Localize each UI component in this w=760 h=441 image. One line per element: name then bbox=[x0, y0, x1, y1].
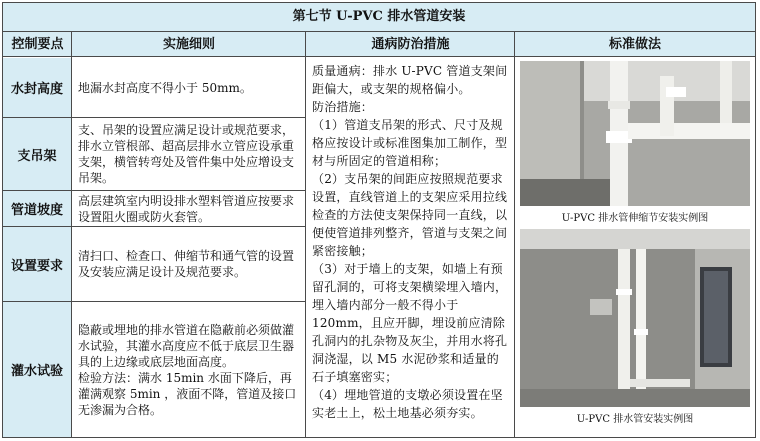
row-detail-supports: 支、吊架的设置应满足设计或规范要求，排水立管根部、超高层排水立管应设承重支架，横管转弯处及管件集中处应增设支吊架。 bbox=[78, 123, 295, 185]
measures-text: 质量通病：排水 U-PVC 管道支架间距偏大，或支架的规格偏小。 防治措施： （1）管道支吊架的形式、尺寸及规格应按设计或标准图集加工制作，型材与所固定的管道相称； （2）支吊架的间距应按照规范要求设置，直线管道上的支架应采用拉线检查的方法使支架保持同一直线，以便使管道排列整齐，管道与支架之间紧密接触； （3）对于墙上的支架，如墙上有预留孔洞的，可将支架横梁埋入墙内，埋入墙内部分一般不得小于 120mm，且应开脚，埋设前应清除孔洞内的扎杂物及灰尘，并用水将孔洞浇湿，以 M5 水泥砂浆和适量的石子填塞密实； （4）埋地管道的支墩必须设置在坚实老土上，松土地基必须夯实。 bbox=[312, 64, 508, 420]
pipe-photo-illustration bbox=[520, 61, 750, 206]
row-label-water-seal: 水封高度 bbox=[3, 58, 71, 117]
divider bbox=[514, 32, 515, 437]
photo-pipe-installation bbox=[520, 229, 750, 407]
row-label-slope: 管道坡度 bbox=[3, 191, 71, 226]
header-details: 实施细则 bbox=[72, 32, 306, 57]
row-detail-requirements: 清扫口、检查口、伸缩节和通气管的设置及安装应满足设计及规范要求。 bbox=[78, 249, 295, 279]
row-label-water-test: 灌水试验 bbox=[3, 302, 71, 437]
row-label-requirements: 设置要求 bbox=[3, 227, 71, 301]
row-detail-water-test: 隐蔽或埋地的排水管道在隐蔽前必须做灌水试验，其灌水高度应不低于底层卫生器具的上边缘或底层地面高度。 检验方法：满水 15min 水面下降后，再灌满观察 5min ，液面不降，管道及接口无渗漏为合格。 bbox=[78, 322, 297, 417]
row-detail-water-seal: 地漏水封高度不得小于 50mm。 bbox=[78, 80, 252, 95]
header-measures: 通病防治措施 bbox=[306, 32, 515, 57]
header-control-points: 控制要点 bbox=[3, 32, 72, 57]
pipe-photo-illustration bbox=[520, 229, 750, 407]
section-title: 第七节 U-PVC 排水管道安装 bbox=[3, 3, 755, 32]
row-detail-slope: 高层建筑室内明设排水塑料管道应按要求设置阻火圈或防火套管。 bbox=[78, 193, 295, 224]
document-table bbox=[2, 2, 756, 438]
caption-photo-2: U-PVC 排水管安装实例图 bbox=[576, 414, 694, 425]
caption-photo-1: U-PVC 排水管伸缩节安装实例图 bbox=[561, 213, 709, 224]
row-label-supports: 支吊架 bbox=[3, 118, 71, 190]
header-standard: 标准做法 bbox=[515, 32, 755, 57]
photo-expansion-joint bbox=[520, 61, 750, 206]
